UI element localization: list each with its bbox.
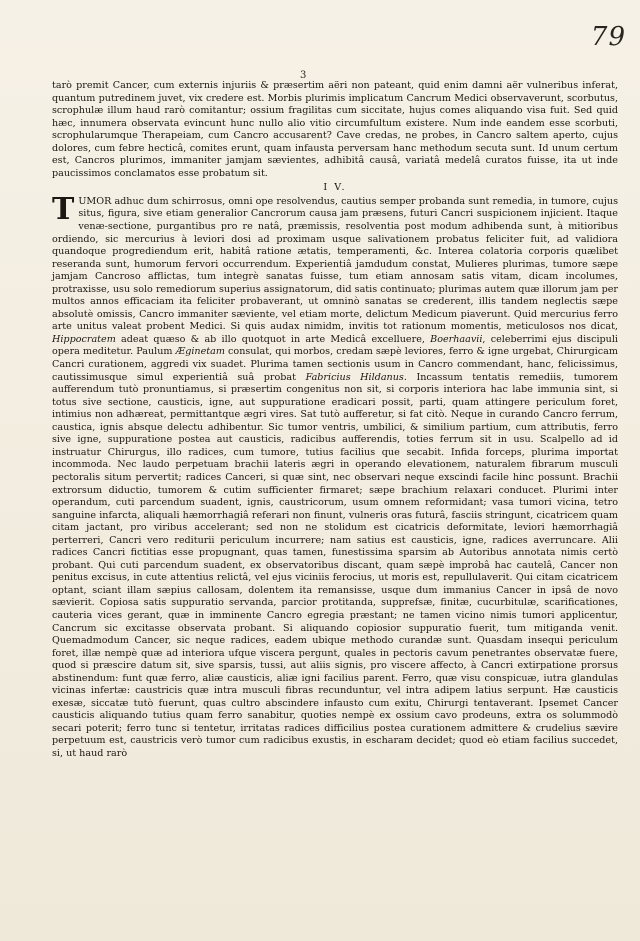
- p2-start: UMOR adhuc dum schirrosus, omni ope resolvendus, cautius semper probanda sunt remedia, in tumore, cujus situs, figura, sive etiam generalior Cancrorum causa jam præsens, futuri Cancri suspicionem injicient. Itaque venæ-sectione, purgantibus pro re natâ, præmissis, resolventia post modum adhibenda sunt, à mitioribus ordiendo, sic mercurius à leviori dosi ad proximam usque salivationem probatus feliciter fuit, ad validiora quandoque progrediendum erit, habitâ ratione ætatis, temperamenti, &c. Interea colatoria corporis quælibet reseranda sunt, humorum fervori occurrendum. Experientiâ jamdudum constat, Mulieres plurimas, tumore sæpe jamjam Cancroso afflictas, tum integrè sanatas fuisse, tum etiam annosam satis vitam, dicam incolumes, protraxisse, usu solo remediorum superius assignatorum, did satis continuato; plurimas autem quæ illorum jam per multos annos efficaciam ita feliciter probaverant, ut omninò sanatas se crederent, illis tandem neglectis sæpe absolutè omissis, Cancro immaniter sæviente, vel etiam morte, delictum Medicum piaverunt. Quid mercurius ferro arte unitus valeat probent Medici. Si quis audax nimidm, invitis tot rationum momentis, meticulosos nos dicat,: [52, 195, 618, 333]
- p2-mid1: adeat quæso & ab illo quotquot in arte Medicâ excelluere,: [115, 333, 431, 345]
- section-heading: I V.: [323, 182, 347, 194]
- p2-mid2: , celeberrimi ejus discipuli opera meditetur. Paulum: [52, 333, 618, 358]
- name-aegineta: Æginetam: [175, 346, 225, 358]
- name-boerhaave: Boerhaavii: [430, 333, 483, 345]
- p2-mid3: consulat, qui morbos, credam sæpè leviores, ferro & igne urgebat, Chirurgicam Cancri curationem, aggredi vix suadet. Plurima tamen sectionis usum in Cancro commendant, hanc, felicissimus, cautissimusque simul experientiâ suâ probat: [52, 346, 618, 383]
- p2-end: . Incassum tentatis remediis, tumorem aufferendum tutò pronuntiamus, si præsertim congenitus non sit, si corporis interiora hac labe immunia sint, si totus sive sectione, causticis, igne, aut suppuratione eradicari possit, parti, quam attingere periculum foret, intimius non adhæreat, permittantque ægri vires. Sat tutò aufferetur, si fat citò. Neque in curando Cancro ferrum, caustica, ignis absque delectu adhibentur. Sic tumor ventris, umbilici, & similium partium, cum attributis, ferro sive igne, suppuratione postea aut causticis, radicibus aufferendis, toties ferrum sit in usu. Scalpello ad id instruatur Chirurgus, illo radices, cum tumore, tutius facilius que secabit. Infida forceps, plurima importat incommoda. Nec laudo perpetuam brachii lateris ægri in operando elevationem, naturalem fibrarum musculi pectoralis situm pervertit; radices Canceri, si quæ sint, nec observari neque exscindi facile hinc possunt. Brachii extrorsum diductio, tumorem & cutim sufficienter firmaret; sæpe brachium relaxari conducet. Plurimi inter operandum, cuti parcendum suadent, ignis, caustricorum, usum omnem reformidant; vasa tumori vicina, tetro sanguine infarcta, aliquali hæmorrhagiâ referari non finunt, vulneris oras futurâ, fasciis stringunt, cicatricem quam citam jactant, pro viribus accelerant; sed non ne stolidum est cicatricis deformitate, leviori hæmorrhagiâ perterreri, Cancri vero rediturii periculum incurrere; nam satius est causticis, igne, radices averruncare. Alii radices Cancri fictitias esse propugnant, quas tamen, funestissima sparsim ab Autoribus annotata nimis certò probant. Qui cuti parcendum suadent, ex observatoribus discant, quam sæpè improbâ hac cautelâ, Cancer non penitus excisus, in cute attentius relictâ, vel ejus viciniis ferocius, ut moris est, repullulaverit. Qui citam cicatricem optant, sciant illam sæpius callosam, dolentem ita remansisse, usque dum immanius Cancer in ipsâ de novo sævierit. Copiosa satis suppuratio servanda, parcior protitanda, supprefsæ, finitæ, cucurbitulæ, scarificationes, cauteria vices gerant, quæ in imminente Cancro egregia præstant; ne tamen vicino nimis tumori applicentur, Cancrum sic excitasse observata probant. Si aliquando copiosior suppuratio fuerit, tum mitiganda venit. Quemadmodum Cancer, sic neque radices, eadem ubique methodo curandæ sunt. Quasdam insequi periculum foret, illæ nempè quæ ad interiora ufque viscera pergunt, quales in pectoris cavum penetrantes observatæ fuere, quod si præscire datum sit, sive sparsis, tussi, aut aliis signis, pro viscere affecto, à Cancri extirpatione prorsus abstinendum: funt quæ ferro, aliæ causticis, aliæ igni facilius parent. Ferro, quæ visu conspicuæ, iutra glandulas vicinas infertæ: caustricis quæ intra musculi fibras recunduntur, vel intra adipem latius serpunt. Hæ causticis exesæ, siccatæ tutò fuerunt, quas cultro abscindere infausto cum exitu, Chirurgi tentaverant. Ipsemet Cancer causticis aliquando tutius quam ferro sanabitur, quoties nempè ex ossium cavo prodeuns, extra os solummodò secari poterit; ferro tunc si tentetur, irritatas radices difficilius postea curationem admittere & crudelius sævire perpetuum est, caustricis verò tumor cum radicibus exustis, in escharam decidet; quod eò etiam facilius succedet, si, ut haud rarò: [52, 371, 619, 759]
- body-text: [52, 80, 618, 761]
- drop-cap: T: [52, 191, 75, 227]
- page-number: 79: [590, 22, 626, 52]
- name-hildanus: Fabricius Hildanus: [305, 371, 404, 383]
- name-hippocrates: Hippocratem: [52, 333, 116, 345]
- paragraph-continued: tarò premit Cancer, cum externis injuriis & præsertim aëri non pateant, quid enim damni aër vulneribus inferat, quantum putredinem juvet, vix credere est. Morbis plurimis implicatum Cancrum Medici observaverunt, scorbutus, scrophulæ illum haud rarò comitantur; ossium fragilitas cum siccitate, hujus comes aliquando visa fuit. Sed quid hæc, innumera observata evincunt hunc nullo alio vitio circumfultum existere. Num inde eandem esse scorbuti, scrophularumque Therapeiam, cum Cancro accusarent? Cave credas, ne probes, in Cancro saltem aperto, cujus dolores, cum febre hecticâ, comites erunt, quam infausta perversam hanc methodum secuta sunt. Id unum certum est, Cancros plurimos, immaniter jamjam sævientes, adhibitâ causâ, variatâ medelâ curatos fuisse, ita ut inde paucissimos conclamatos esse probatum sit.: [52, 80, 618, 179]
- paragraph-section-iv: [52, 191, 619, 761]
- signature-mark: 3: [300, 70, 307, 81]
